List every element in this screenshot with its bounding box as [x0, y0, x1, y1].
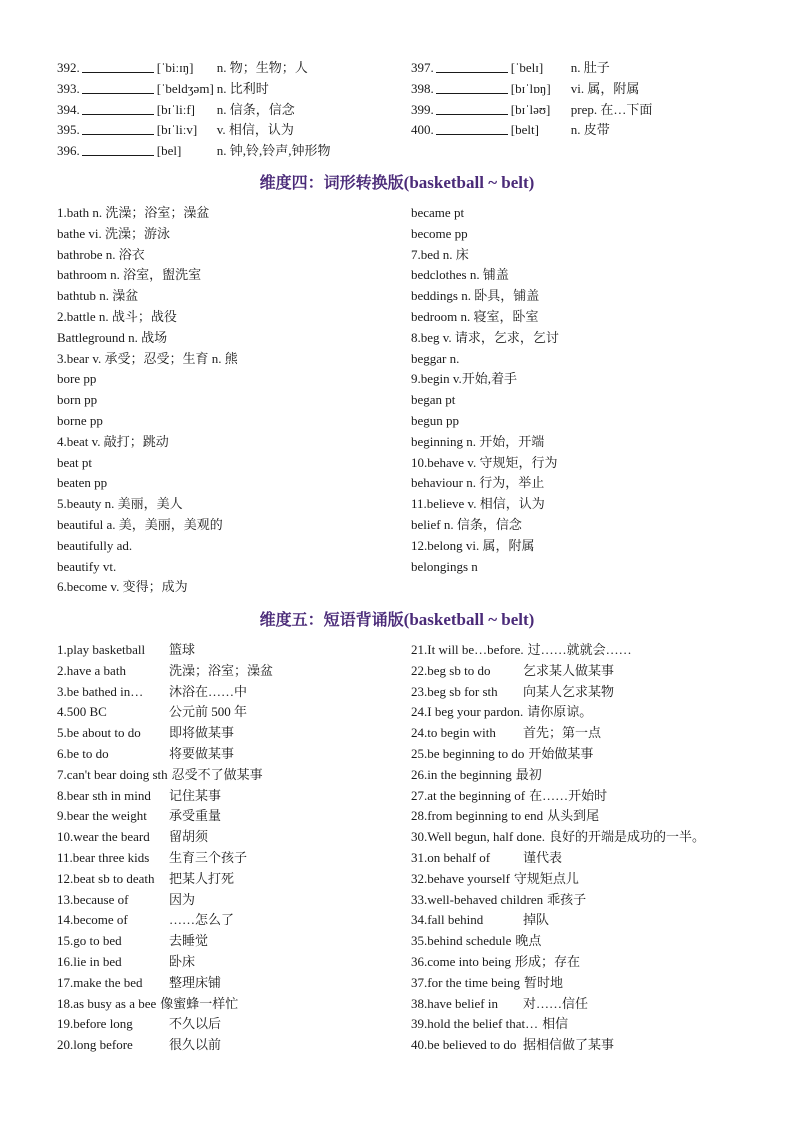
definition: v. 相信，认为 [216, 122, 294, 138]
phrase-row [57, 952, 757, 973]
phrase-cn: 乖孩子 [547, 891, 587, 907]
word-form-left: Battleground n. 战场 [57, 329, 168, 345]
phrase-item [57, 640, 411, 661]
phrase-cn: 即将做某事 [169, 725, 235, 741]
phrase-en: 25.be beginning to do [411, 746, 525, 761]
phrase-item [57, 786, 411, 807]
phrase-cn: 据相信做了某事 [523, 1037, 615, 1053]
phonetic: [bɪˈliːf] [156, 101, 196, 117]
phrase-en: 32.behave yourself [411, 870, 510, 886]
phrase-row [57, 931, 757, 952]
definition: n. 比利时 [216, 80, 269, 96]
phrase-item [411, 1014, 757, 1035]
phrase-item [57, 682, 411, 703]
word-form-right: beggar n. [411, 350, 460, 366]
phrase-en: 1.play basketball [57, 642, 146, 657]
vocab-row [57, 120, 757, 141]
phrase-en: 26.in the beginning [411, 766, 512, 782]
word-form-row [57, 286, 757, 307]
word-form-right: 7.bed n. 床 [411, 246, 469, 262]
phrase-item [57, 910, 411, 931]
phrase-row [57, 994, 757, 1015]
phrase-en: 17.make the bed [57, 974, 143, 990]
word-form-row [57, 453, 757, 474]
phrase-en: 7.can't bear doing sth [57, 766, 168, 782]
phrase-cn: 在……开始时 [529, 787, 608, 803]
phrase-row [57, 702, 757, 723]
word-form-left: 2.battle n. 战斗；战役 [57, 309, 177, 324]
word-form-left: 3.bear v. 承受；忍受；生育 n. 熊 [57, 350, 238, 366]
vocab-item [411, 58, 757, 79]
phrase-cn: 留胡须 [169, 829, 209, 845]
phrase-item [411, 994, 757, 1015]
phrase-cn: 不久以后 [169, 1016, 222, 1032]
phrase-en: 2.have a bath [57, 662, 126, 678]
phrase-item [411, 869, 757, 890]
phrase-cn: 记住某事 [169, 787, 222, 803]
phrase-row [57, 640, 757, 661]
word-form-left: 1.bath n. 洗澡；浴室；澡盆 [57, 205, 210, 220]
section4-title [0, 170, 794, 193]
phrase-cn: 形成；存在 [515, 954, 581, 969]
phrase-item [57, 1014, 411, 1035]
word-form-row [57, 411, 757, 432]
item-number: 398. [411, 80, 434, 96]
definition: vi. 属，附属 [570, 80, 640, 96]
word-form-right: 11.believe v. 相信，认为 [411, 496, 545, 512]
word-form-row [57, 224, 757, 245]
word-form-right: began pt [411, 392, 456, 408]
phrase-cn: ……怎么了 [169, 912, 235, 928]
word-form-right: belief n. 信条，信念 [411, 517, 522, 532]
answer-blank [436, 81, 508, 94]
word-form-left: bathroom n. 浴室，盥洗室 [57, 267, 202, 283]
phrase-cn: 承受重量 [169, 808, 222, 824]
phrase-item [57, 869, 411, 890]
word-form-right [411, 577, 757, 598]
vocab-row [57, 79, 757, 100]
phrase-cn: 篮球 [169, 642, 196, 657]
answer-blank [436, 60, 508, 73]
phrase-en: 8.bear sth in mind [57, 787, 151, 803]
item-number: 394. [57, 101, 80, 117]
word-form-right: 10.behave v. 守规矩，行为 [411, 454, 558, 470]
word-form-left: beat pt [57, 454, 93, 470]
phrase-en: 10.wear the beard [57, 829, 150, 845]
word-form-right: 8.beg v. 请求，乞求，乞讨 [411, 329, 559, 345]
phrase-item [411, 702, 757, 723]
word-form-row [57, 577, 757, 598]
phrase-en: 33.well-behaved children [411, 891, 544, 907]
word-form-row [57, 390, 757, 411]
phrase-cn: 因为 [169, 891, 196, 907]
phrase-en: 35.behind schedule [411, 933, 512, 949]
vocab-item [57, 120, 411, 141]
phrase-en: 14.become of [57, 912, 128, 928]
phrase-item [57, 744, 411, 765]
section5-title-cn: 维度五：短语背诵版 [259, 610, 404, 629]
word-form-row [57, 557, 757, 578]
phrase-cn: 去睡觉 [169, 933, 209, 949]
word-form-right: became pt [411, 205, 465, 220]
phrase-cn: 向某人乞求某物 [523, 683, 615, 699]
answer-blank [82, 122, 154, 135]
phrase-row [57, 973, 757, 994]
phrase-item [411, 806, 757, 827]
phrase-en: 19.before long [57, 1016, 133, 1032]
phrase-row [57, 890, 757, 911]
phrase-en: 12.beat sb to death [57, 870, 155, 886]
phrase-cn: 从头到尾 [547, 808, 600, 824]
phrase-item [411, 952, 757, 973]
phrase-cn: 过……就就会…… [527, 642, 632, 657]
phrase-en: 11.bear three kids [57, 850, 150, 865]
phrase-cn: 乞求某人做某事 [523, 662, 615, 678]
phrase-row [57, 661, 757, 682]
phrase-item [411, 723, 757, 744]
word-form-right: bedclothes n. 铺盖 [411, 267, 509, 283]
answer-blank [436, 102, 508, 115]
phrase-item [411, 682, 757, 703]
word-form-row [57, 307, 757, 328]
definition: n. 信条，信念 [216, 101, 295, 117]
phrase-item [411, 827, 757, 848]
phrase-cn: 将要做某事 [169, 746, 235, 761]
vocab-item [57, 79, 411, 100]
vocab-row [57, 58, 757, 79]
phrase-cn: 生育三个孩子 [169, 850, 248, 865]
phrase-item [411, 640, 757, 661]
word-form-row [57, 432, 757, 453]
word-form-right: become pp [411, 225, 468, 241]
phrase-en: 36.come into being [411, 954, 512, 969]
phrase-cn: 开始做某事 [528, 746, 594, 761]
phrase-row [57, 723, 757, 744]
phrase-en: 3.be bathed in… [57, 683, 144, 699]
word-form-right: bedroom n. 寝室，卧室 [411, 309, 539, 324]
phrase-item [411, 661, 757, 682]
phrase-row [57, 765, 757, 786]
phrase-item [57, 723, 411, 744]
definition: n. 物；生物；人 [216, 60, 308, 75]
word-form-row [57, 473, 757, 494]
answer-blank [82, 102, 154, 115]
word-form-row [57, 245, 757, 266]
word-form-left: 6.become v. 变得；成为 [57, 579, 188, 595]
phrase-item [57, 973, 411, 994]
vocab-item [57, 100, 411, 121]
phrase-cn: 把某人打死 [169, 870, 235, 886]
answer-blank [436, 122, 508, 135]
phrase-item [411, 848, 757, 869]
phrase-row [57, 848, 757, 869]
phrase-en: 38.have belief in [411, 995, 498, 1011]
word-form-row [57, 536, 757, 557]
phrase-en: 23.beg sb for sth [411, 683, 498, 699]
phonetic: [bɪˈliːv] [156, 122, 198, 138]
word-form-left: bathtub n. 澡盆 [57, 288, 139, 304]
phrase-cn: 谨代表 [523, 850, 563, 865]
word-form-right: beginning n. 开始，开端 [411, 433, 545, 449]
phrase-cn: 沐浴在……中 [169, 683, 248, 699]
phrase-cn: 晚点 [515, 933, 542, 949]
phrase-item [57, 1035, 411, 1056]
answer-blank [82, 81, 154, 94]
phrase-item [57, 827, 411, 848]
section5-title [0, 607, 794, 630]
phonetic: [ˈbiːɪŋ] [156, 60, 194, 75]
phrase-item [57, 765, 411, 786]
phrase-en: 28.from beginning to end [411, 808, 544, 824]
word-form-row [57, 515, 757, 536]
phrase-cn: 很久以前 [169, 1037, 222, 1053]
phrase-cn: 相信 [542, 1016, 569, 1032]
phrase-item [57, 931, 411, 952]
phrase-en: 4.500 BC [57, 704, 107, 720]
phrase-cn: 首先；第一点 [523, 725, 602, 741]
word-form-left: born pp [57, 392, 98, 408]
phrase-item [411, 973, 757, 994]
phrase-en: 22.beg sb to do [411, 662, 491, 678]
word-form-left: bore pp [57, 371, 97, 387]
phrase-en: 16.lie in bed [57, 954, 122, 969]
phrase-cn: 暂时地 [524, 974, 564, 990]
phrase-en: 21.It will be…before. [411, 642, 524, 657]
word-form-row [57, 203, 757, 224]
word-form-left: beautify vt. [57, 558, 117, 574]
word-form-right: 12.belong vi. 属，附属 [411, 537, 535, 553]
item-number: 400. [411, 122, 434, 138]
item-number: 397. [411, 60, 434, 75]
word-form-left: 5.beauty n. 美丽，美人 [57, 496, 183, 512]
item-number: 395. [57, 122, 80, 138]
phrase-cn: 请你原谅。 [527, 704, 593, 720]
phrase-cn: 良好的开端是成功的一半。 [548, 829, 705, 845]
phrase-item [411, 931, 757, 952]
answer-blank [82, 143, 154, 156]
vocab-item [57, 58, 411, 79]
item-number: 399. [411, 101, 434, 117]
phrase-item [411, 1035, 757, 1056]
phrase-cn: 整理床铺 [169, 974, 222, 990]
word-form-left: bathe vi. 洗澡；游泳 [57, 225, 171, 241]
vocab-row [57, 100, 757, 121]
word-form-right: beddings n. 卧具，铺盖 [411, 288, 540, 304]
phrase-en: 40.be believed to do [411, 1037, 517, 1053]
phrase-en: 6.be to do [57, 746, 109, 761]
item-number: 396. [57, 143, 80, 159]
phrase-row [57, 869, 757, 890]
vocab-item [411, 120, 757, 141]
phrase-row [57, 827, 757, 848]
word-form-right: belongings n [411, 558, 478, 574]
phrase-item [411, 910, 757, 931]
phrase-cn: 忍受不了做某事 [171, 766, 263, 782]
phrase-en: 5.be about to do [57, 725, 141, 741]
phonetic: [ˈbelɪ] [510, 60, 544, 75]
word-form-right: begun pp [411, 413, 460, 428]
word-form-row [57, 265, 757, 286]
phrase-en: 13.because of [57, 891, 129, 907]
phonetic: [bel] [156, 143, 182, 159]
section5-title-en: (basketball ~ belt) [403, 610, 535, 629]
section4-title-cn: 维度四：词形转换版 [259, 173, 404, 192]
phrase-en: 18.as busy as a bee [57, 995, 157, 1011]
phrase-cn: 像蜜蜂一样忙 [160, 995, 239, 1011]
phrase-item [411, 786, 757, 807]
phrase-item [57, 661, 411, 682]
phonetic: [ˈbeldʒəm] [156, 80, 214, 96]
phrase-cn: 卧床 [169, 954, 196, 969]
phrase-cn: 对……信任 [523, 995, 589, 1011]
phonetic: [bɪˈləʊ] [510, 101, 551, 117]
word-form-row [57, 349, 757, 370]
word-form-row [57, 369, 757, 390]
item-number: 393. [57, 80, 80, 96]
phrase-en: 37.for the time being [411, 974, 521, 990]
vocab-row [57, 141, 757, 162]
definition: n. 钟,铃,铃声,钟形物 [216, 143, 331, 159]
phrase-cn: 洗澡；浴室；澡盆 [169, 662, 274, 678]
phrase-cn: 最初 [515, 766, 542, 782]
phrase-row [57, 1035, 757, 1056]
phrase-en: 24.to begin with [411, 725, 496, 741]
vocab-item [411, 100, 757, 121]
phonetic: [bɪˈlɒŋ] [510, 80, 551, 96]
phrase-item [411, 765, 757, 786]
answer-blank [82, 60, 154, 73]
vocab-item [57, 141, 411, 162]
phrase-en: 24.I beg your pardon. [411, 704, 524, 720]
phrase-en: 27.at the beginning of [411, 787, 526, 803]
word-form-left: beaten pp [57, 475, 108, 491]
phrase-row [57, 786, 757, 807]
phrase-row [57, 1014, 757, 1035]
phrase-item [57, 848, 411, 869]
phrase-item [411, 890, 757, 911]
word-form-left: beautiful a. 美，美丽，美观的 [57, 517, 223, 532]
item-number: 392. [57, 60, 80, 75]
word-form-right: behaviour n. 行为，举止 [411, 475, 545, 491]
phrase-en: 15.go to bed [57, 933, 122, 949]
phrase-item [411, 744, 757, 765]
phonetic: [belt] [510, 122, 539, 138]
phrase-item [57, 994, 411, 1015]
phrase-en: 30.Well begun, half done. [411, 829, 545, 845]
word-form-left: beautifully ad. [57, 537, 133, 553]
vocab-item [411, 141, 757, 162]
phrase-en: 9.bear the weight [57, 808, 147, 824]
phrase-cn: 守规矩点儿 [513, 870, 579, 886]
word-form-right: 9.begin v.开始,着手 [411, 371, 518, 387]
definition: n. 皮带 [570, 122, 610, 138]
definition: prep. 在…下面 [570, 101, 653, 117]
phrase-row [57, 806, 757, 827]
phrase-row [57, 682, 757, 703]
phrase-en: 39.hold the belief that… [411, 1016, 539, 1032]
vocab-item [411, 79, 757, 100]
phrase-item [57, 806, 411, 827]
phrase-row [57, 910, 757, 931]
word-form-left: 4.beat v. 敲打；跳动 [57, 433, 169, 449]
phrase-item [57, 890, 411, 911]
phrase-item [57, 702, 411, 723]
word-form-left: borne pp [57, 413, 103, 428]
phrase-row [57, 744, 757, 765]
word-form-row [57, 494, 757, 515]
phrase-en: 31.on behalf of [411, 850, 491, 865]
word-form-row [57, 328, 757, 349]
phrase-item [57, 952, 411, 973]
definition: n. 肚子 [570, 60, 610, 75]
section4-title-en: (basketball ~ belt) [403, 173, 535, 192]
phrase-cn: 公元前 500 年 [169, 704, 248, 720]
phrase-cn: 掉队 [523, 912, 550, 928]
phrase-en: 34.fall behind [411, 912, 484, 928]
phrase-en: 20.long before [57, 1037, 133, 1053]
word-form-left: bathrobe n. 浴衣 [57, 246, 145, 262]
